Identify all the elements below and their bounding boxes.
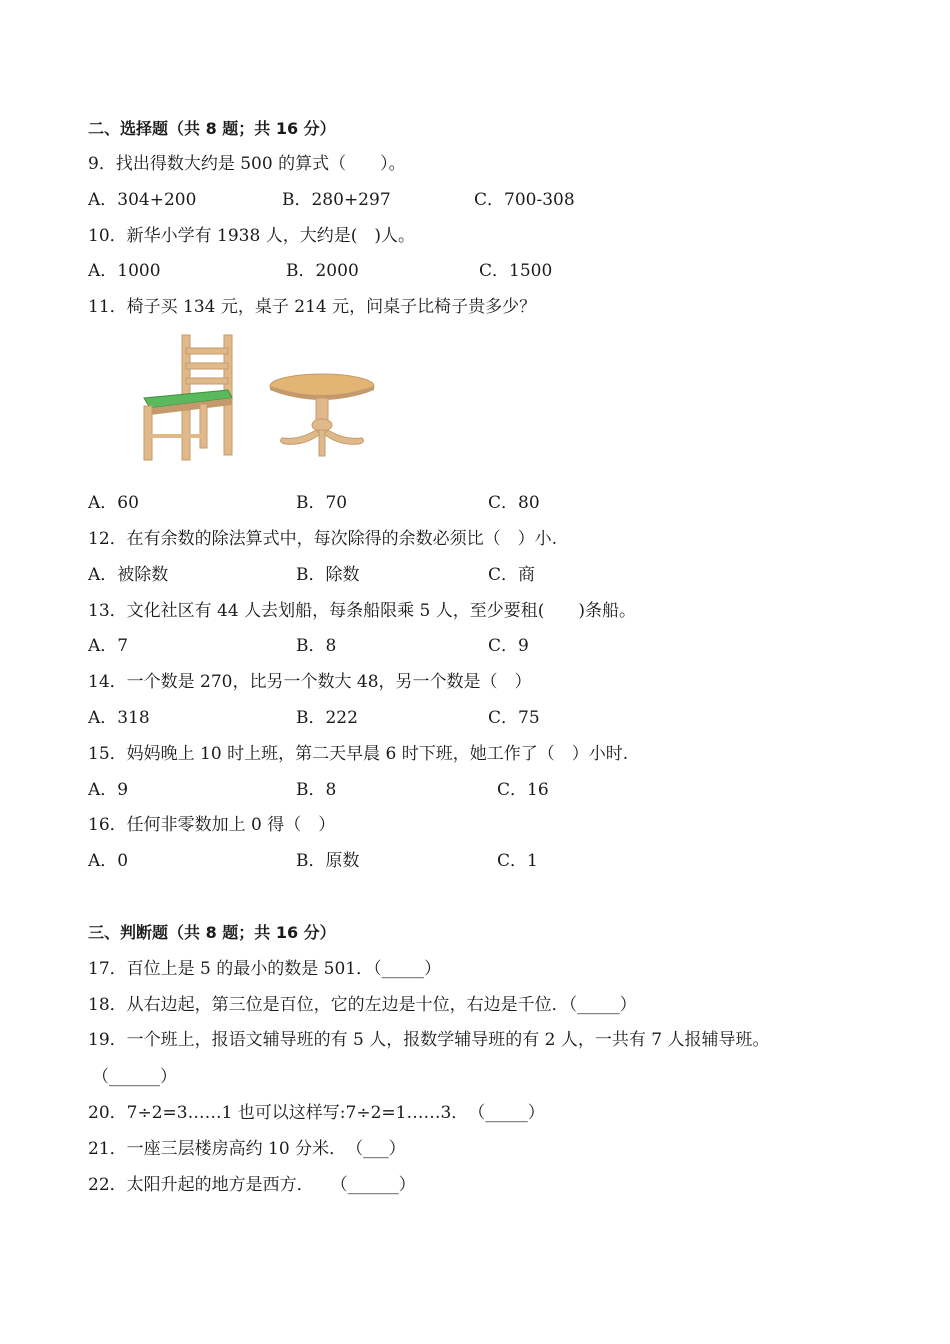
question-21: 21．一座三层楼房高约 10 分米． （___） xyxy=(88,1139,406,1159)
q15-option-b: B．8 xyxy=(296,780,337,800)
question-16: 16．任何非零数加上 0 得（ ） xyxy=(88,815,336,835)
q9-option-b: B．280+297 xyxy=(282,190,391,210)
table-image xyxy=(270,374,374,456)
section-title-judgement: 三、判断题（共 8 题；共 16 分） xyxy=(88,923,336,942)
q9-option-a: A．304+200 xyxy=(88,190,197,210)
q12-option-c: C．商 xyxy=(488,565,536,585)
question-12: 12．在有余数的除法算式中，每次除得的余数必须比（ ）小. xyxy=(88,529,558,549)
question-10: 10．新华小学有 1938 人，大约是( )人。 xyxy=(88,226,415,246)
q13-option-a: A．7 xyxy=(88,636,129,656)
q10-option-b: B．2000 xyxy=(286,261,359,281)
question-20: 20．7÷2=3……1 也可以这样写:7÷2=1……3． （_____） xyxy=(88,1103,545,1123)
q11-option-b: B．70 xyxy=(296,493,348,513)
q15-option-a: A．9 xyxy=(88,780,129,800)
q16-option-b: B．原数 xyxy=(296,851,360,871)
question-11: 11．椅子买 134 元，桌子 214 元，问桌子比椅子贵多少？ xyxy=(88,297,537,317)
q10-option-a: A．1000 xyxy=(88,261,161,281)
q16-option-a: A．0 xyxy=(88,851,129,871)
question-13: 13．文化社区有 44 人去划船，每条船限乘 5 人，至少要租( )条船。 xyxy=(88,601,636,621)
q11-option-c: C．80 xyxy=(488,493,540,513)
chair-image xyxy=(144,335,232,460)
q13-option-c: C．9 xyxy=(488,636,529,656)
q12-option-a: A．被除数 xyxy=(88,565,169,585)
q9-option-c: C．700-308 xyxy=(474,190,575,210)
q14-option-a: A．318 xyxy=(88,708,150,728)
question-14: 14．一个数是 270，比另一个数大 48，另一个数是（ ） xyxy=(88,672,532,692)
question-22: 22．太阳升起的地方是西方． （______） xyxy=(88,1175,416,1195)
q13-option-b: B．8 xyxy=(296,636,337,656)
q15-option-c: C．16 xyxy=(497,780,549,800)
q19-answer-blank: （______） xyxy=(92,1067,177,1087)
question-15: 15．妈妈晚上 10 时上班，第二天早晨 6 时下班，她工作了（ ）小时. xyxy=(88,744,629,764)
q14-option-b: B．222 xyxy=(296,708,358,728)
chair-and-table-illustration xyxy=(130,330,390,465)
section-title-choice: 二、选择题（共 8 题；共 16 分） xyxy=(88,119,336,138)
q12-option-b: B．除数 xyxy=(296,565,360,585)
question-19: 19．一个班上，报语文辅导班的有 5 人，报数学辅导班的有 2 人，一共有 7 人报辅导班。 xyxy=(88,1030,770,1050)
question-9: 9．找出得数大约是 500 的算式（ ）。 xyxy=(88,154,406,174)
question-17: 17．百位上是 5 的最小的数是 501．（_____） xyxy=(88,959,442,979)
q16-option-c: C．1 xyxy=(497,851,538,871)
q11-option-a: A．60 xyxy=(88,493,139,513)
q10-option-c: C．1500 xyxy=(479,261,553,281)
q14-option-c: C．75 xyxy=(488,708,540,728)
question-18: 18．从右边起，第三位是百位，它的左边是十位，右边是千位．（_____） xyxy=(88,995,637,1015)
